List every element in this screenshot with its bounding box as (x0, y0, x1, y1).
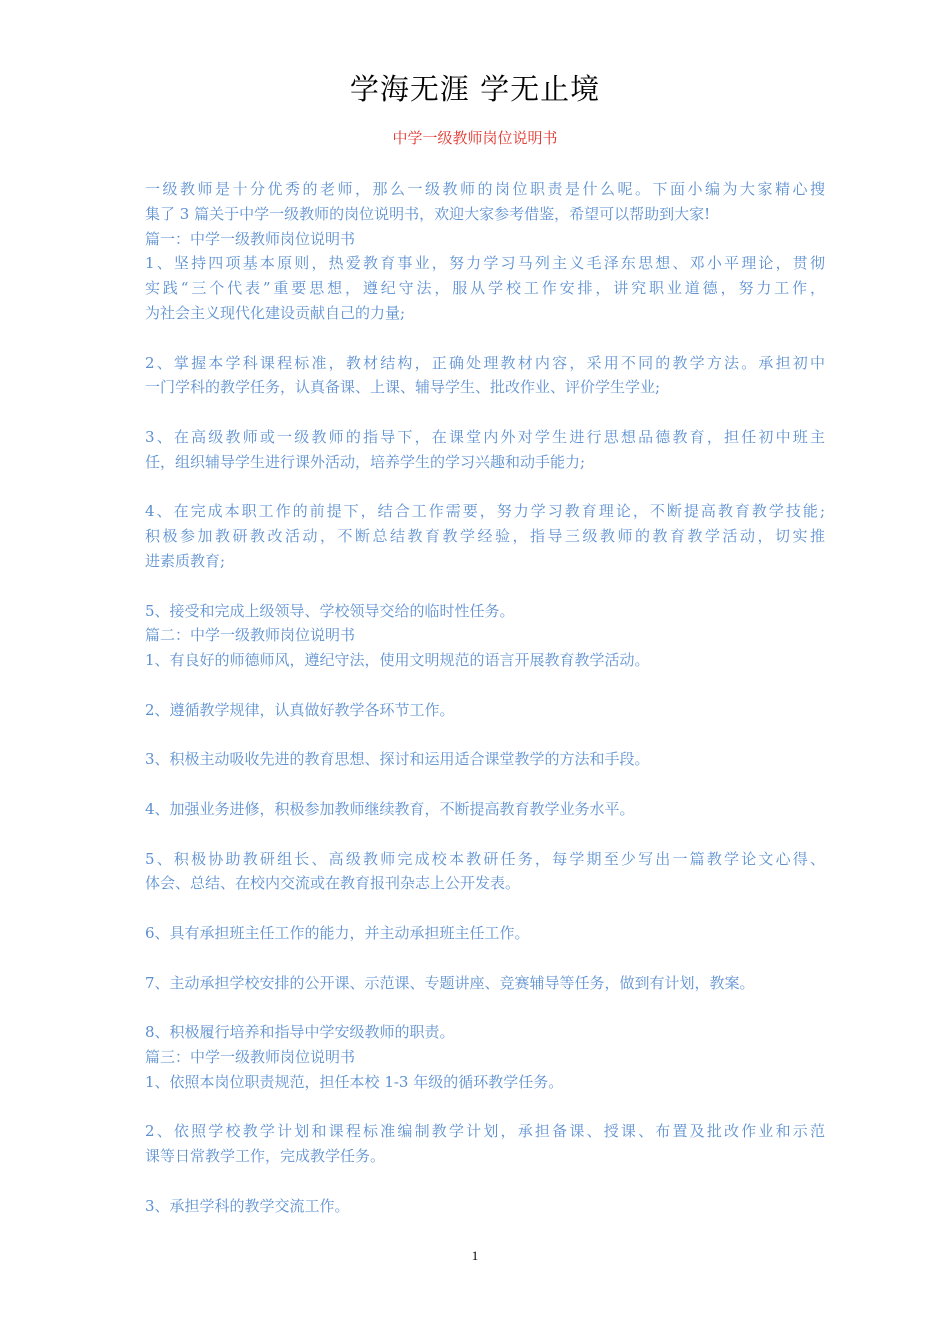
text-line: 3、在高级教师或一级教师的指导下，在课堂内外对学生进行思想品德教育，担任初中班主 (145, 427, 825, 446)
text-line: 体会、总结、在校内交流或在教育报刊杂志上公开发表。 (145, 874, 521, 893)
text-line: 4、在完成本职工作的前提下，结合工作需要，努力学习教育理论，不断提高教育教学技能; (145, 502, 825, 521)
page-header-title: 学海无涯 学无止境 (349, 72, 601, 106)
section-2-item-6: 6、具有承担班主任工作的能力，并主动承担班主任工作。 (145, 923, 530, 942)
section-2-item-2: 2、遵循教学规律，认真做好教学各环节工作。 (145, 700, 455, 719)
text-line: 2、掌握本学科课程标准，教材结构，正确处理教材内容，采用不同的教学方法。承担初中 (145, 353, 825, 372)
section-1-heading: 篇一：中学一级教师岗位说明书 (145, 229, 356, 248)
page-number: 1 (471, 1248, 479, 1263)
text-line: 2、依照学校教学计划和课程标准编制教学计划，承担备课、授课、布置及批改作业和示范 (145, 1122, 825, 1141)
section-2-heading: 篇二：中学一级教师岗位说明书 (145, 626, 356, 645)
section-1-item-2 (145, 351, 825, 401)
section-2-item-4: 4、加强业务进修，积极参加教师继续教育，不断提高教育教学业务水平。 (145, 799, 635, 818)
section-2-item-7: 7、主动承担学校安排的公开课、示范课、专题讲座、竞赛辅导等任务，做到有计划，教案。 (145, 973, 755, 992)
text-line: 集了 3 篇关于中学一级教师的岗位说明书，欢迎大家参考借鉴，希望可以帮助到大家! (145, 204, 711, 223)
text-line: 一门学科的教学任务，认真备课、上课、辅导学生、批改作业、评价学生学业; (145, 378, 661, 397)
text-line: 积极参加教研教改活动，不断总结教育教学经验，指导三级教师的教育教学活动，切实推 (145, 527, 825, 546)
section-3-item-1: 1、依照本岗位职责规范，担任本校 1-3 年级的循环教学任务。 (145, 1072, 564, 1091)
text-line: 实践“三个代表”重要思想，遵纪守法，服从学校工作安排，讲究职业道德，努力工作， (145, 279, 825, 298)
section-1-item-1 (145, 251, 825, 325)
section-1-item-3 (145, 425, 825, 475)
document-body (145, 177, 825, 1218)
section-2-item-1: 1、有良好的师德师风，遵纪守法，使用文明规范的语言开展教育教学活动。 (145, 651, 650, 670)
text-line: 进素质教育; (145, 551, 226, 570)
text-line: 任，组织辅导学生进行课外活动，培养学生的学习兴趣和动手能力; (145, 452, 586, 471)
section-3-item-3: 3、承担学科的教学交流工作。 (145, 1196, 350, 1215)
section-1-item-5: 5、接受和完成上级领导、学校领导交给的临时性任务。 (145, 601, 515, 620)
text-line: 5、积极协助教研组长、高级教师完成校本教研任务，每学期至少写出一篇教学论文心得、 (145, 849, 825, 868)
section-1-item-4 (145, 499, 825, 573)
text-line: 为社会主义现代化建设贡献自己的力量; (145, 303, 406, 322)
section-2-item-3: 3、积极主动吸收先进的教育思想、探讨和运用适合课堂教学的方法和手段。 (145, 750, 650, 769)
section-3-heading: 篇三：中学一级教师岗位说明书 (145, 1047, 356, 1066)
section-3-item-2 (145, 1119, 825, 1169)
section-2-item-5 (145, 847, 825, 897)
text-line: 一级教师是十分优秀的老师，那么一级教师的岗位职责是什么呢。下面小编为大家精心搜 (145, 180, 825, 198)
document-title: 中学一级教师岗位说明书 (392, 129, 558, 147)
text-line: 1、坚持四项基本原则，热爱教育事业，努力学习马列主义毛泽东思想、邓小平理论，贯彻 (145, 254, 825, 273)
text-line: 课等日常教学工作，完成教学任务。 (145, 1147, 386, 1166)
section-2-item-8: 8、积极履行培养和指导中学安级教师的职责。 (145, 1023, 455, 1042)
intro-paragraph (145, 177, 825, 227)
